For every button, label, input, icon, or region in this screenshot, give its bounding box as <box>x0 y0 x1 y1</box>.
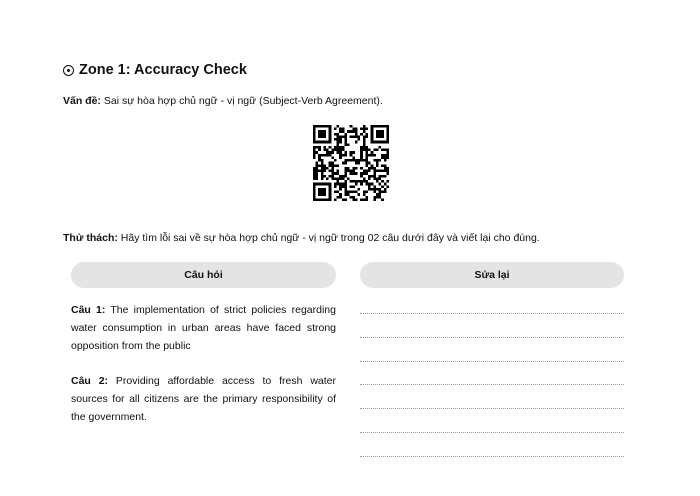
answer-line[interactable] <box>360 337 624 338</box>
question-2-text: Providing affordable access to fresh water sources for all citizens are the primary responsibility of the government. <box>71 375 337 423</box>
problem-statement <box>63 95 383 107</box>
challenge-label: Thử thách: <box>63 232 118 244</box>
qr-code <box>313 125 389 201</box>
answer-line[interactable] <box>360 384 624 385</box>
target-icon <box>63 65 74 76</box>
problem-text: Sai sự hòa hợp chủ ngữ - vị ngữ (Subject-Verb Agreement). <box>103 95 383 107</box>
challenge-text: Hãy tìm lỗi sai về sự hòa hợp chủ ngữ - vị ngữ trong 02 câu dưới đây và viết lại cho đúng. <box>120 232 540 244</box>
question-1-text: The implementation of strict policies regarding water consumption in urban areas have faced strong opposition from the public <box>71 304 336 352</box>
answer-line[interactable] <box>360 313 624 314</box>
challenge-statement <box>63 232 540 244</box>
corrections-header: Sửa lại <box>360 262 624 288</box>
question-2 <box>71 372 336 426</box>
answer-line[interactable] <box>360 432 624 433</box>
answer-line[interactable] <box>360 456 624 457</box>
question-1 <box>71 301 336 355</box>
problem-label: Vấn đề: <box>63 95 101 107</box>
answer-line[interactable] <box>360 361 624 362</box>
answer-line[interactable] <box>360 408 624 409</box>
question-1-label: Câu 1: <box>71 304 106 316</box>
zone-title-text: Zone 1: Accuracy Check <box>79 62 247 78</box>
questions-header: Câu hỏi <box>71 262 336 288</box>
question-2-label: Câu 2: <box>71 375 109 387</box>
zone-title <box>63 62 247 78</box>
